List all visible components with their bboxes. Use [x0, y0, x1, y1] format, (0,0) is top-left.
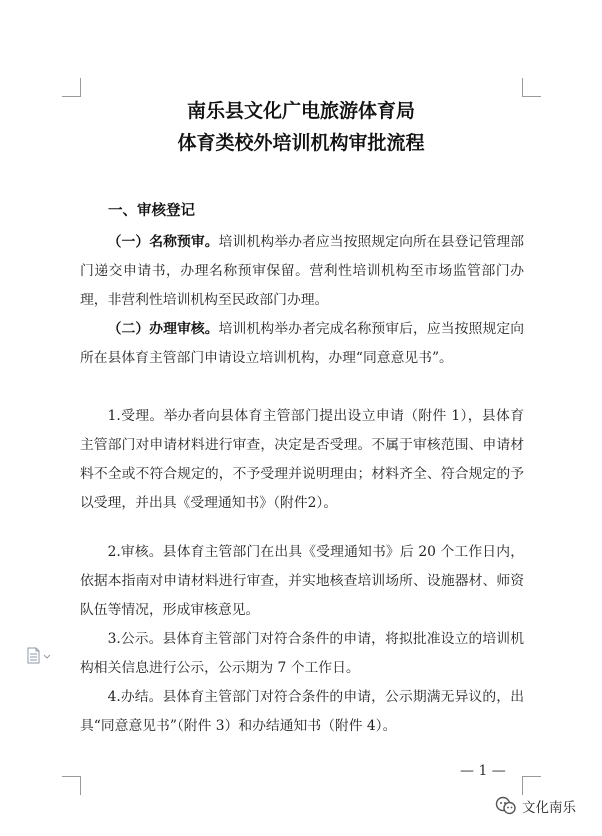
paragraph-text: 3.公示。县体育主管部门对符合条件的申请，将拟批准设立的培训机构相关信息进行公示，公示期为 7 个工作日。	[80, 631, 524, 676]
paragraph-name-precheck	[80, 228, 524, 315]
watermark-text: 文化南乐	[522, 800, 576, 816]
paragraph-text: 培训机构举办者完成名称预审后，应当按照规定向所在县体育主管部门申请设立培训机构，办理“同意意见书”。	[80, 321, 525, 366]
paragraph-acceptance	[80, 402, 524, 518]
crop-mark-top-right	[522, 78, 541, 97]
crop-mark-bottom-right	[522, 776, 541, 795]
document-title-line2: 体育类校外培训机构审批流程	[177, 132, 425, 154]
paragraph-audit	[80, 538, 524, 625]
document-paste-options-icon[interactable]	[26, 646, 52, 666]
paragraph-text: 1.受理。举办者向县体育主管部门提出设立申请（附件 1），县体育主管部门对申请材料进行审查，决定是否受理。不属于审核范围、申请材料不全或不符合规定的，不予受理并说明理由；材料齐全、符合规定的予以受理，并出具《受理通知书》（附件2）。	[80, 408, 524, 511]
paragraph-text: 2.审核。县体育主管部门在出具《受理通知书》后 20 个工作日内，依据本指南对申请材料进行审查，并实地核查培训场所、设施器材、师资队伍等情况，形成审核意见。	[80, 544, 524, 618]
wechat-official-account-icon	[494, 794, 518, 818]
document-title-line1: 南乐县文化广电旅游体育局	[186, 100, 415, 122]
paragraph-review	[80, 315, 524, 373]
crop-mark-top-left	[62, 78, 81, 97]
paragraph-completion	[80, 683, 524, 741]
paragraph-lead: （一）名称预审。	[107, 234, 219, 250]
paragraph-text: 培训机构举办者应当按照规定向所在县登记管理部门递交申请书，办理名称预审保留。营利性培训机构至市场监管部门办理，非营利性培训机构至民政部门办理。	[80, 234, 525, 308]
section-heading: 一、审核登记	[108, 203, 195, 219]
crop-mark-bottom-left	[62, 776, 81, 795]
paragraph-publicity	[80, 625, 524, 683]
watermark	[494, 794, 576, 818]
page-number: — 1 —	[460, 763, 506, 779]
paragraph-lead: （二）办理审核。	[107, 321, 219, 337]
paragraph-text: 4.办结。县体育主管部门对符合条件的申请，公示期满无异议的，出具“同意意见书”（附件 3）和办结通知书（附件 4）。	[80, 689, 524, 734]
